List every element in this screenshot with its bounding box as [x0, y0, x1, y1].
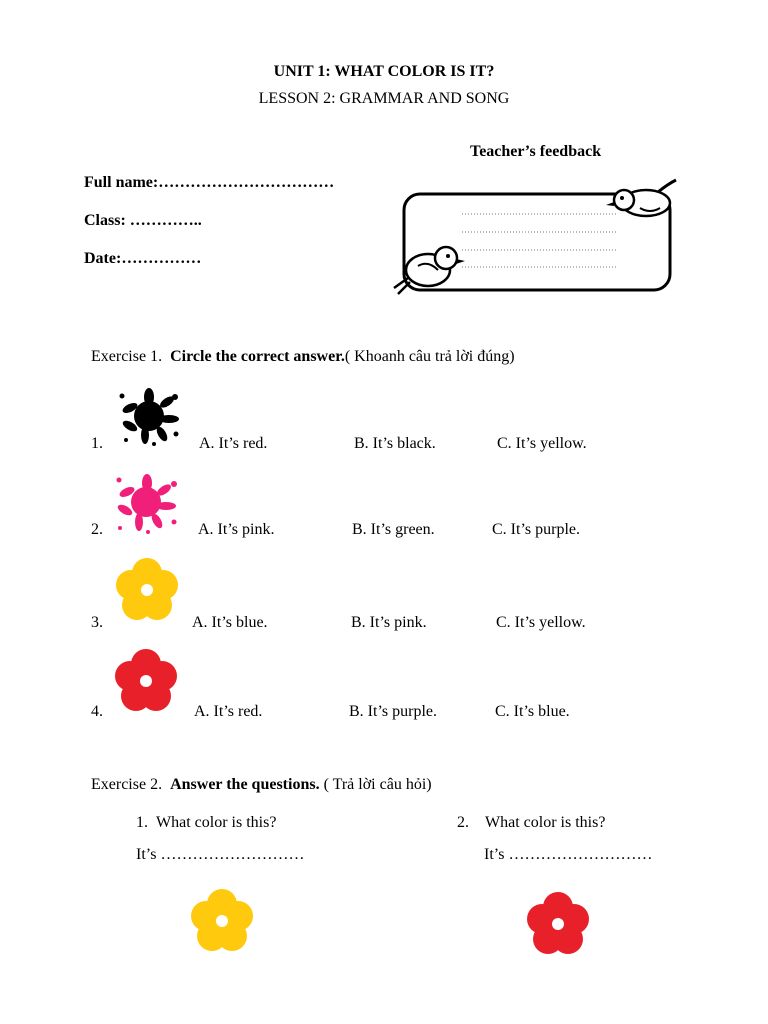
black-paint-splat-icon [118, 386, 182, 446]
question-number: 1. [91, 435, 103, 452]
exercise1-translation: ( Khoanh câu trả lời đúng) [344, 348, 515, 365]
exercise1-prefix: Exercise 1. [91, 348, 163, 365]
worksheet-title: UNIT 1: WHAT COLOR IS IT? [273, 63, 495, 80]
option-a[interactable]: A. It’s red. [199, 435, 268, 452]
lesson-subtitle: LESSON 2: GRAMMAR AND SONG [258, 90, 510, 107]
exercise2-translation: ( Trả lời câu hỏi) [323, 776, 432, 793]
red-flower-icon [525, 891, 591, 959]
question-number: 4. [91, 703, 103, 720]
exercise2-question-2 [457, 814, 605, 832]
option-a[interactable]: A. It’s pink. [198, 521, 275, 538]
option-b[interactable]: B. It’s green. [352, 521, 435, 538]
question-text: What color is this? [485, 814, 606, 831]
full-name-field[interactable]: Full name:…………………………… [84, 174, 335, 191]
question-number: 2. [457, 814, 469, 831]
question-number: 2. [91, 521, 103, 538]
option-b[interactable]: B. It’s purple. [349, 703, 437, 720]
option-a[interactable]: A. It’s red. [194, 703, 263, 720]
class-field[interactable]: Class: ………….. [84, 212, 202, 229]
question-text: What color is this? [156, 814, 277, 831]
exercise2-heading [91, 776, 432, 794]
exercise2-instruction: Answer the questions. [170, 776, 320, 793]
answer-field[interactable]: It’s ……………………… [484, 846, 653, 863]
exercise2-prefix: Exercise 2. [91, 776, 163, 793]
red-flower-icon [114, 648, 178, 714]
teacher-feedback-box [388, 178, 688, 303]
answer-field[interactable]: It’s ……………………… [136, 846, 305, 863]
yellow-flower-icon [189, 888, 255, 954]
yellow-flower-icon [114, 557, 180, 623]
teacher-feedback-label: Teacher’s feedback [470, 143, 602, 160]
exercise2-question-1 [136, 814, 276, 832]
option-c[interactable]: C. It’s yellow. [496, 614, 586, 631]
option-c[interactable]: C. It’s yellow. [497, 435, 587, 452]
date-field[interactable]: Date:…………… [84, 250, 202, 267]
option-c[interactable]: C. It’s purple. [492, 521, 580, 538]
question-number: 3. [91, 614, 103, 631]
option-c[interactable]: C. It’s blue. [495, 703, 570, 720]
option-a[interactable]: A. It’s blue. [192, 614, 268, 631]
pink-paint-splat-icon [114, 472, 180, 534]
question-number: 1. [136, 814, 148, 831]
exercise1-heading [91, 348, 515, 366]
option-b[interactable]: B. It’s pink. [351, 614, 427, 631]
exercise1-instruction: Circle the correct answer. [170, 348, 345, 365]
option-b[interactable]: B. It’s black. [354, 435, 436, 452]
